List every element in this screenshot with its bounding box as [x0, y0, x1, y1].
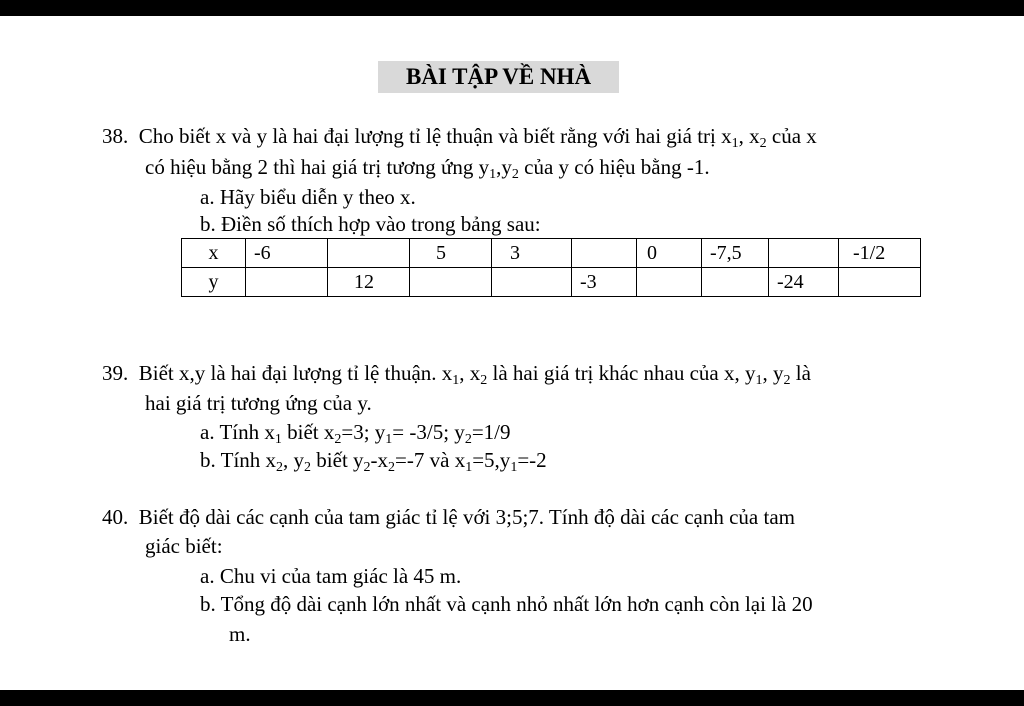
problem-38-line-2: có hiệu bằng 2 thì hai giá trị tương ứng $y_1,y_2$ của y có hiệu bằng -1.: [145, 155, 710, 182]
table-cell: 3: [492, 239, 572, 268]
table-cell: [637, 268, 702, 297]
table-cell: [328, 239, 410, 268]
table-cell: -24: [769, 268, 839, 297]
table-header-y: y: [182, 268, 246, 297]
table-cell: 5: [410, 239, 492, 268]
problem-40-line-2: giác biết:: [145, 534, 223, 558]
table-cell: -1/2: [839, 239, 921, 268]
problem-39-part-b: b. Tính $x_2$, $y_2$ biết $y_2-x_2=-7$ và $x_1=5,y_1=-2$: [200, 448, 547, 475]
bottom-black-bar: [0, 690, 1024, 706]
problem-39-part-a: a. Tính $x_1$ biết $x_2=3$; $y_1= -3/5$; $y_2=1/9$: [200, 420, 511, 447]
problem-39-line-1: 39. Biết x,y là hai đại lượng tỉ lệ thuận. $x_1$, $x_2$ là hai giá trị khác nhau của x, $y_1$, $y_2$ là: [102, 361, 811, 388]
problem-39-number: 39.: [102, 361, 129, 385]
problem-40-line-1: 40. Biết độ dài các cạnh của tam giác tỉ lệ với 3;5;7. Tính độ dài các cạnh của tam: [102, 505, 795, 529]
table-row-x: [182, 239, 921, 268]
table-cell: [246, 268, 328, 297]
table-cell: -3: [572, 268, 637, 297]
table-cell: -7,5: [702, 239, 769, 268]
table-cell: [410, 268, 492, 297]
table-row-y: [182, 268, 921, 297]
page-title: BÀI TẬP VỀ NHÀ: [378, 61, 619, 93]
problem-40-part-b-continued: m.: [229, 622, 251, 646]
table-cell: [769, 239, 839, 268]
table-cell: 0: [637, 239, 702, 268]
table-cell: [492, 268, 572, 297]
problem-39-line-2: hai giá trị tương ứng của y.: [145, 391, 372, 415]
problem-40-number: 40.: [102, 505, 129, 529]
problem-38-part-a: a. Hãy biểu diễn y theo x.: [200, 185, 416, 209]
table-cell: [839, 268, 921, 297]
problem-38-part-b: b. Điền số thích hợp vào trong bảng sau:: [200, 212, 541, 236]
problem-40-part-a: a. Chu vi của tam giác là 45 m.: [200, 564, 462, 588]
table-cell: [702, 268, 769, 297]
values-table: [181, 238, 921, 297]
problem-40-part-b: b. Tổng độ dài cạnh lớn nhất và cạnh nhỏ nhất lớn hơn cạnh còn lại là 20: [200, 592, 813, 616]
table-cell: 12: [328, 268, 410, 297]
problem-38-number: 38.: [102, 124, 129, 148]
table-header-x: x: [182, 239, 246, 268]
table-cell: -6: [246, 239, 328, 268]
problem-38-line-1: 38. Cho biết x và y là hai đại lượng tỉ lệ thuận và biết rằng với hai giá trị $x_1$, $x_2$ của x: [102, 124, 817, 151]
table-cell: [572, 239, 637, 268]
top-black-bar: [0, 0, 1024, 16]
